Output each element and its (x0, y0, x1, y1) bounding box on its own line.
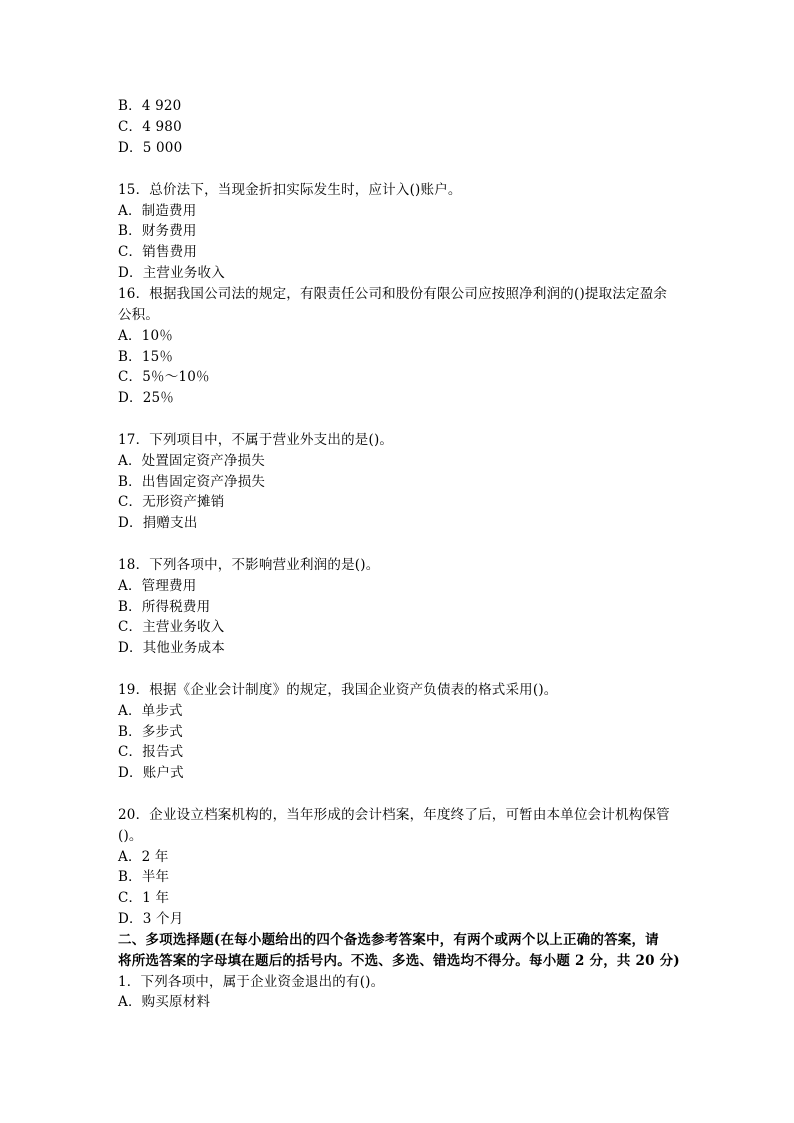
question-17: 17．下列项目中，不属于营业外支出的是()。 (118, 432, 394, 448)
question-15-option-c: C．销售费用 (118, 244, 198, 260)
question-18-option-c: C．主营业务收入 (118, 619, 225, 635)
question-17-option-c: C．无形资产摊销 (118, 494, 225, 510)
section-2-heading-line-2: 将所选答案的字母填在题后的括号内。不选、多选、错选均不得分。每小题 2 分，共 20 分) (118, 953, 680, 969)
question-18-option-d: D．其他业务成本 (118, 640, 225, 656)
question-17-option-b: B．出售固定资产净损失 (118, 474, 266, 490)
question-18-option-b: B．所得税费用 (118, 599, 211, 615)
option-d-previous: D．5 000 (118, 140, 183, 156)
question-19-option-c: C．报告式 (118, 744, 184, 760)
question-16-option-c: C．5％～10％ (118, 369, 210, 385)
question-20-option-a: A．2 年 (118, 849, 169, 865)
question-18-option-a: A．管理费用 (118, 578, 197, 594)
question-16-line-1: 16．根据我国公司法的规定，有限责任公司和股份有限公司应按照净利润的()提取法定盈余 (118, 286, 668, 302)
question-17-option-a: A．处置固定资产净损失 (118, 453, 265, 469)
question-20-option-c: C．1 年 (118, 890, 170, 906)
question-16-option-a: A．10％ (118, 328, 173, 344)
question-15-option-b: B．财务费用 (118, 223, 197, 239)
question-15: 15．总价法下，当现金折扣实际发生时，应计入()账户。 (118, 182, 462, 198)
question-15-option-d: D．主营业务收入 (118, 265, 225, 281)
question-19-option-a: A．单步式 (118, 703, 183, 719)
question-16-line-2: 公积。 (118, 307, 160, 323)
question-19-option-b: B．多步式 (118, 724, 183, 740)
question-17-option-d: D．捐赠支出 (118, 515, 198, 531)
option-c-previous: C．4 980 (118, 119, 182, 135)
multi-question-1-option-a: A．购买原材料 (118, 994, 211, 1010)
question-20-line-1: 20．企业设立档案机构的，当年形成的会计档案，年度终了后，可暂由本单位会计机构保管 (118, 807, 670, 823)
option-b-previous: B．4 920 (118, 98, 182, 114)
question-20-option-b: B．半年 (118, 869, 170, 885)
question-18: 18．下列各项中，不影响营业利润的是()。 (118, 557, 380, 573)
question-19-option-d: D．账户式 (118, 765, 184, 781)
question-20-option-d: D．3 个月 (118, 911, 184, 927)
question-20-line-2: ()。 (118, 828, 143, 844)
question-16-option-b: B．15％ (118, 349, 174, 365)
multi-question-1: 1．下列各项中，属于企业资金退出的有()。 (118, 974, 385, 990)
question-16-option-d: D．25％ (118, 390, 175, 406)
question-15-option-a: A．制造费用 (118, 203, 197, 219)
section-2-heading-line-1: 二、多项选择题(在每小题给出的四个备选参考答案中，有两个或两个以上正确的答案，请 (118, 932, 659, 948)
question-19: 19．根据《企业会计制度》的规定，我国企业资产负债表的格式采用()。 (118, 682, 558, 698)
